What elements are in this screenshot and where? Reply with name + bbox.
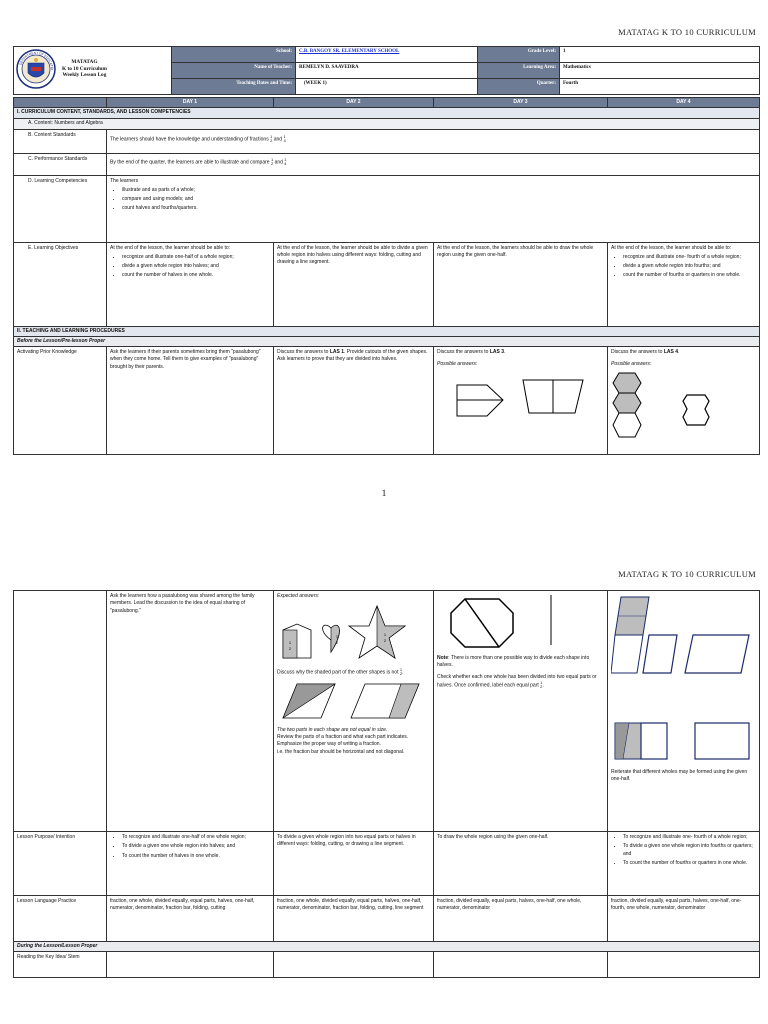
curriculum-header-2: MATATAG K TO 10 CURRICULUM: [618, 569, 756, 579]
objectives-label: E. Learning Objectives: [14, 242, 107, 326]
svg-text:1: 1: [383, 632, 387, 638]
activating-label: Activating Prior Knowledge: [14, 347, 107, 455]
log-title: MATATAG K to 10 Curriculum Weekly Lesson Log: [62, 58, 107, 79]
expected-shapes-figure: [277, 604, 429, 664]
objectives-day2: At the end of the lesson, the learner should be able to divide a given whole region into halves using different ways: folding, cutting and drawing a line segment.: [274, 242, 434, 326]
teacher-label: Name of Teacher:: [172, 63, 296, 79]
svg-text:DEPARTMENT OF EDUCATION: DEPARTMENT OF EDUCATIO: [18, 50, 55, 71]
day-3-header: DAY 3: [434, 98, 608, 108]
svg-text:2: 2: [288, 646, 292, 652]
section-1-title: I. CURRICULUM CONTENT, STANDARDS, AND LESSON COMPETENCIES: [14, 108, 760, 118]
unequal-parts-figure: [277, 680, 429, 724]
purpose-day3: To draw the whole region using the given one-half.: [434, 832, 608, 896]
competency-item: • count halves and fourths/quarters.: [122, 205, 756, 212]
activating-day1: Ask the learners if their parents sometimes bring them "pasalubong" when they come home. Tell them to give examples of "pasalubong" brought by their parents.: [107, 347, 274, 455]
svg-text:1: 1: [335, 634, 339, 640]
pasalubong-day1: Ask the learners how a pasalubong was shared among the family members. Lead the discussion to the idea of equal sharing of "pasalubong.": [107, 591, 274, 832]
day-1-header: DAY 1: [107, 98, 274, 108]
objectives-day1: At the end of the lesson, the learner should be able to: • recognize and illustrate one-half of a whole region; • divide a given whole region into halves; and • count the number of halves in one whole.: [107, 242, 274, 326]
teacher-value: REMELYN D. SAAVEDRA: [296, 63, 478, 79]
octagon-figure: [437, 593, 605, 653]
competencies-text: The learners • illustrate and as parts of a whole; • compare and using models; and • count halves and fourths/quarters.: [107, 175, 760, 242]
dates-value: (WEEK 1): [296, 79, 478, 95]
activating-day2: Discuss the answers to LAS 1. Provide cutouts of the given shapes. Ask learners to prove that they are divided into halves.: [274, 347, 434, 455]
page-2: [0, 545, 768, 1024]
content-label: A. Content: Numbers and Algebra: [14, 118, 760, 129]
competency-item: • compare and using models; and: [122, 196, 756, 203]
svg-text:2: 2: [383, 638, 387, 644]
competencies-label: D. Learning Competencies: [14, 175, 107, 242]
language-label: Lesson Language Practice: [14, 896, 107, 942]
dates-label: Teaching Dates and Time:: [172, 79, 296, 95]
objectives-day4: At the end of the lesson, the learner should be able to: • recognize and illustrate one- fourth of a whole region; • divide a given whole region into fourths; and • count the number of fourths or quarters in one whole.: [608, 242, 760, 326]
language-day2: fraction, one whole, divided equally, equal parts, halves, one-half, numerator, denominator, fraction bar, folding, cutting, line segment: [274, 896, 434, 942]
school-label: School:: [172, 47, 296, 63]
during-lesson-label: During the Lesson/Lesson Proper: [14, 942, 760, 952]
language-day3: fraction, divided equally, equal parts, halves, one-half, one whole, numerator, denominator: [434, 896, 608, 942]
before-lesson-label: Before the Lesson/Pre-lesson Proper: [14, 336, 760, 346]
logo-cell: [14, 47, 172, 95]
purpose-day2: To divide a given whole region into two equal parts or halves in different ways: folding, cutting, or drawing a line segment.: [274, 832, 434, 896]
language-day4: fraction, divided equally, equal parts, halves, one-half, one- fourth, one whole, numerator, denominator: [608, 896, 760, 942]
performance-label: C. Performance Standards: [14, 153, 107, 175]
activating-day3: Discuss the answers to LAS 3. Possible answers:: [434, 347, 608, 455]
day-2-header: DAY 2: [274, 98, 434, 108]
svg-text:1: 1: [288, 640, 292, 646]
standards-text: The learners should have the knowledge and understanding of fractions 1 2 and 1 4: [107, 129, 760, 153]
day-4-header: DAY 4: [608, 98, 760, 108]
purpose-day4: • To recognize and illustrate one- fourth of a whole region; • To divide a given one whole region into fourths or quarters; and • To count the number of fourths or quarters in one whole.: [608, 832, 760, 896]
note-day3: Note: There is more than one possible way to divide each shape into halves. Check whether each one whole has been divided into two equal parts or halves. Once confirmed, label each equal part 1 2.: [434, 591, 608, 832]
purpose-day1: • To recognize and illustrate one-half of one whole region; • To divide a given one whole region into halves; and • To count the number of halves in one whole.: [107, 832, 274, 896]
possible-answers-day4-figure: [611, 369, 757, 441]
reiterate-day4: Reiterate that different wholes may be formed using the given one-half.: [608, 591, 760, 832]
page-number: 1: [381, 488, 387, 498]
school-link[interactable]: C.B. BANGOY SR. ELEMENTARY SCHOOL: [299, 49, 400, 54]
quarter-value: Fourth: [560, 79, 760, 95]
curriculum-header: MATATAG K TO 10 CURRICULUM: [618, 27, 756, 37]
lesson-table-page2: [13, 590, 760, 978]
grade-value: 1: [560, 47, 760, 63]
expected-answers-day2: Expected answers: 1 2 1 2 1 2 Discuss why the shaded part of the other shapes is not 1 2. The two parts in each shape are not equal in size. Review the parts of a fraction and what each part indicates. Emphasize the proper way of writing a fraction. i.e. the fraction bar should be horizontal and not diagonal.: [274, 591, 434, 832]
area-label: Learning Area:: [478, 63, 560, 79]
language-day1: fraction, one whole, divided equally, equal parts, halves, one-half, numerator, denominator, fraction bar, folding, cutting: [107, 896, 274, 942]
standards-label: B. Content Standards: [14, 129, 107, 153]
performance-text: By the end of the quarter, the learners are able to illustrate and compare 1 2 and 1 4: [107, 153, 760, 175]
grade-label: Grade Level:: [478, 47, 560, 63]
svg-text:2: 2: [335, 640, 339, 646]
reading-key-idea-label: Reading the Key Idea/ Stem: [14, 952, 107, 978]
info-table: [13, 46, 760, 95]
section-2-title: II. TEACHING AND LEARNING PROCEDURES: [14, 326, 760, 336]
competency-item: • illustrate and as parts of a whole;: [122, 187, 756, 194]
objectives-day3: At the end of the lesson, the learners should be able to draw the whole region using the given one-half.: [434, 242, 608, 326]
possible-answers-day3-figure: [437, 373, 605, 423]
quarter-label: Quarter:: [478, 79, 560, 95]
school-value: [296, 47, 478, 63]
page-1: [0, 0, 768, 510]
purpose-label: Lesson Purpose/ Intention: [14, 832, 107, 896]
lesson-table-page1: [13, 97, 760, 455]
area-value: Mathematics: [560, 63, 760, 79]
activating-day4: Discuss the answers to LAS 4. Possible answers:: [608, 347, 760, 455]
wholes-figure: [611, 593, 757, 769]
deped-seal-icon: [16, 49, 56, 89]
